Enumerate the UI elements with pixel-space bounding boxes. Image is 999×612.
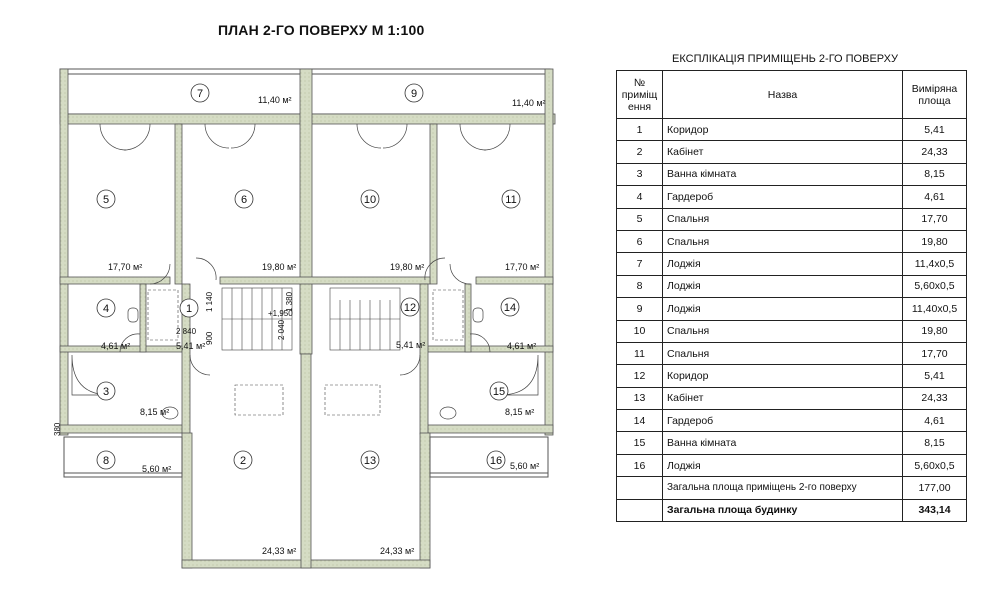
row-no: 13 <box>617 387 663 409</box>
table-title: ЕКСПЛІКАЦІЯ ПРИМІЩЕНЬ 2-ГО ПОВЕРХУ <box>672 53 898 65</box>
room-num-6: 6 <box>240 194 248 206</box>
table-row <box>617 230 967 252</box>
row-area: 8,15 <box>903 163 967 185</box>
room-num-7: 7 <box>196 88 204 100</box>
room-num-4: 4 <box>102 303 110 315</box>
row-name: Коридор <box>663 119 903 141</box>
row-name: Лоджія <box>663 298 903 320</box>
row-area: 19,80 <box>903 320 967 342</box>
total-house-value: 343,14 <box>903 499 967 521</box>
total-floor-value: 177,00 <box>903 477 967 499</box>
row-area: 24,33 <box>903 141 967 163</box>
dim-1140: 1 140 <box>205 291 214 312</box>
row-no: 10 <box>617 320 663 342</box>
table-row <box>617 365 967 387</box>
room-num-11: 11 <box>505 194 517 206</box>
table-row <box>617 208 967 230</box>
walls <box>60 69 555 568</box>
row-no: 11 <box>617 342 663 364</box>
row-no: 4 <box>617 186 663 208</box>
total-floor-row <box>617 477 967 499</box>
total-house-blank <box>617 499 663 521</box>
room-num-13: 13 <box>363 455 377 467</box>
room-num-3: 3 <box>102 386 110 398</box>
row-no: 8 <box>617 275 663 297</box>
total-house-row <box>617 499 967 521</box>
row-name: Гардероб <box>663 410 903 432</box>
table-row <box>617 275 967 297</box>
row-no: 14 <box>617 410 663 432</box>
room-area-1: 5,41 м² <box>176 341 206 351</box>
room-num-10: 10 <box>363 194 377 206</box>
row-name: Гардероб <box>663 186 903 208</box>
row-area: 24,33 <box>903 387 967 409</box>
room-num-14: 14 <box>503 302 517 314</box>
room-area-12: 5,41 м² <box>396 340 426 350</box>
total-floor-blank <box>617 477 663 499</box>
row-name: Спальня <box>663 342 903 364</box>
row-name: Кабінет <box>663 387 903 409</box>
row-name: Спальня <box>663 230 903 252</box>
room-area-16: 5,60 м² <box>510 461 540 471</box>
row-name: Кабінет <box>663 141 903 163</box>
total-floor-label: Загальна площа приміщень 2-го поверху <box>663 477 903 499</box>
table-header <box>617 71 967 119</box>
room-num-9: 9 <box>410 88 418 100</box>
row-no: 12 <box>617 365 663 387</box>
row-name: Лоджія <box>663 454 903 476</box>
row-no: 1 <box>617 119 663 141</box>
total-house-label: Загальна площа будинку <box>663 499 903 521</box>
row-area: 11,40х0,5 <box>903 298 967 320</box>
explication-table <box>616 70 967 522</box>
row-area: 11,4х0,5 <box>903 253 967 275</box>
row-name: Лоджія <box>663 253 903 275</box>
row-no: 3 <box>617 163 663 185</box>
elevation-mark: +1,950 <box>268 309 293 318</box>
dim-2040: 2 040 <box>277 319 286 340</box>
table-row <box>617 410 967 432</box>
room-num-8: 8 <box>102 455 110 467</box>
row-no: 5 <box>617 208 663 230</box>
row-name: Коридор <box>663 365 903 387</box>
dim-2840: 2 840 <box>176 327 197 336</box>
row-no: 9 <box>617 298 663 320</box>
table-row <box>617 342 967 364</box>
room-area-2: 24,33 м² <box>262 546 297 556</box>
dim-380: 380 <box>53 422 62 436</box>
row-area: 8,15 <box>903 432 967 454</box>
table-row <box>617 320 967 342</box>
room-area-3: 8,15 м² <box>140 407 170 417</box>
room-num-1: 1 <box>185 303 193 315</box>
table-row <box>617 298 967 320</box>
row-no: 16 <box>617 454 663 476</box>
row-no: 7 <box>617 253 663 275</box>
row-name: Лоджія <box>663 275 903 297</box>
room-area-11: 17,70 м² <box>505 262 540 272</box>
room-area-14: 4,61 м² <box>507 341 537 351</box>
dim-1380: 1 380 <box>285 291 294 312</box>
row-area: 5,60х0,5 <box>903 275 967 297</box>
row-no: 15 <box>617 432 663 454</box>
row-area: 19,80 <box>903 230 967 252</box>
row-area: 5,60х0,5 <box>903 454 967 476</box>
room-area-15: 8,15 м² <box>505 407 535 417</box>
row-name: Спальня <box>663 208 903 230</box>
table-row <box>617 253 967 275</box>
room-area-8: 5,60 м² <box>142 464 172 474</box>
room-num-12: 12 <box>403 302 417 314</box>
row-area: 17,70 <box>903 208 967 230</box>
room-area-5: 17,70 м² <box>108 262 143 272</box>
table-row <box>617 186 967 208</box>
room-area-7: 11,40 м² <box>258 95 292 105</box>
room-area-4: 4,61 м² <box>101 341 131 351</box>
table-row <box>617 163 967 185</box>
table-row <box>617 141 967 163</box>
row-name: Ванна кімната <box>663 432 903 454</box>
row-name: Спальня <box>663 320 903 342</box>
table-row <box>617 387 967 409</box>
room-area-9: 11,40 м² <box>512 98 546 108</box>
header-name: Назва <box>663 71 903 119</box>
plan-title: ПЛАН 2-ГО ПОВЕРХУ М 1:100 <box>218 22 425 38</box>
room-num-5: 5 <box>102 194 110 206</box>
room-num-15: 15 <box>492 386 506 398</box>
room-num-2: 2 <box>239 455 247 467</box>
table-row <box>617 119 967 141</box>
room-num-16: 16 <box>489 455 503 467</box>
room-area-10: 19,80 м² <box>390 262 425 272</box>
header-no: № приміщ ення <box>617 71 663 119</box>
table-row <box>617 454 967 476</box>
header-area: Виміряна площа <box>903 71 967 119</box>
row-area: 4,61 <box>903 186 967 208</box>
room-area-13: 24,33 м² <box>380 546 415 556</box>
row-area: 5,41 <box>903 119 967 141</box>
table-row <box>617 432 967 454</box>
row-no: 6 <box>617 230 663 252</box>
row-area: 17,70 <box>903 342 967 364</box>
row-area: 5,41 <box>903 365 967 387</box>
dimension-labels <box>53 291 294 436</box>
row-area: 4,61 <box>903 410 967 432</box>
row-no: 2 <box>617 141 663 163</box>
row-name: Ванна кімната <box>663 163 903 185</box>
dim-900: 900 <box>205 331 214 345</box>
room-area-6: 19,80 м² <box>262 262 297 272</box>
room-areas <box>101 95 546 556</box>
